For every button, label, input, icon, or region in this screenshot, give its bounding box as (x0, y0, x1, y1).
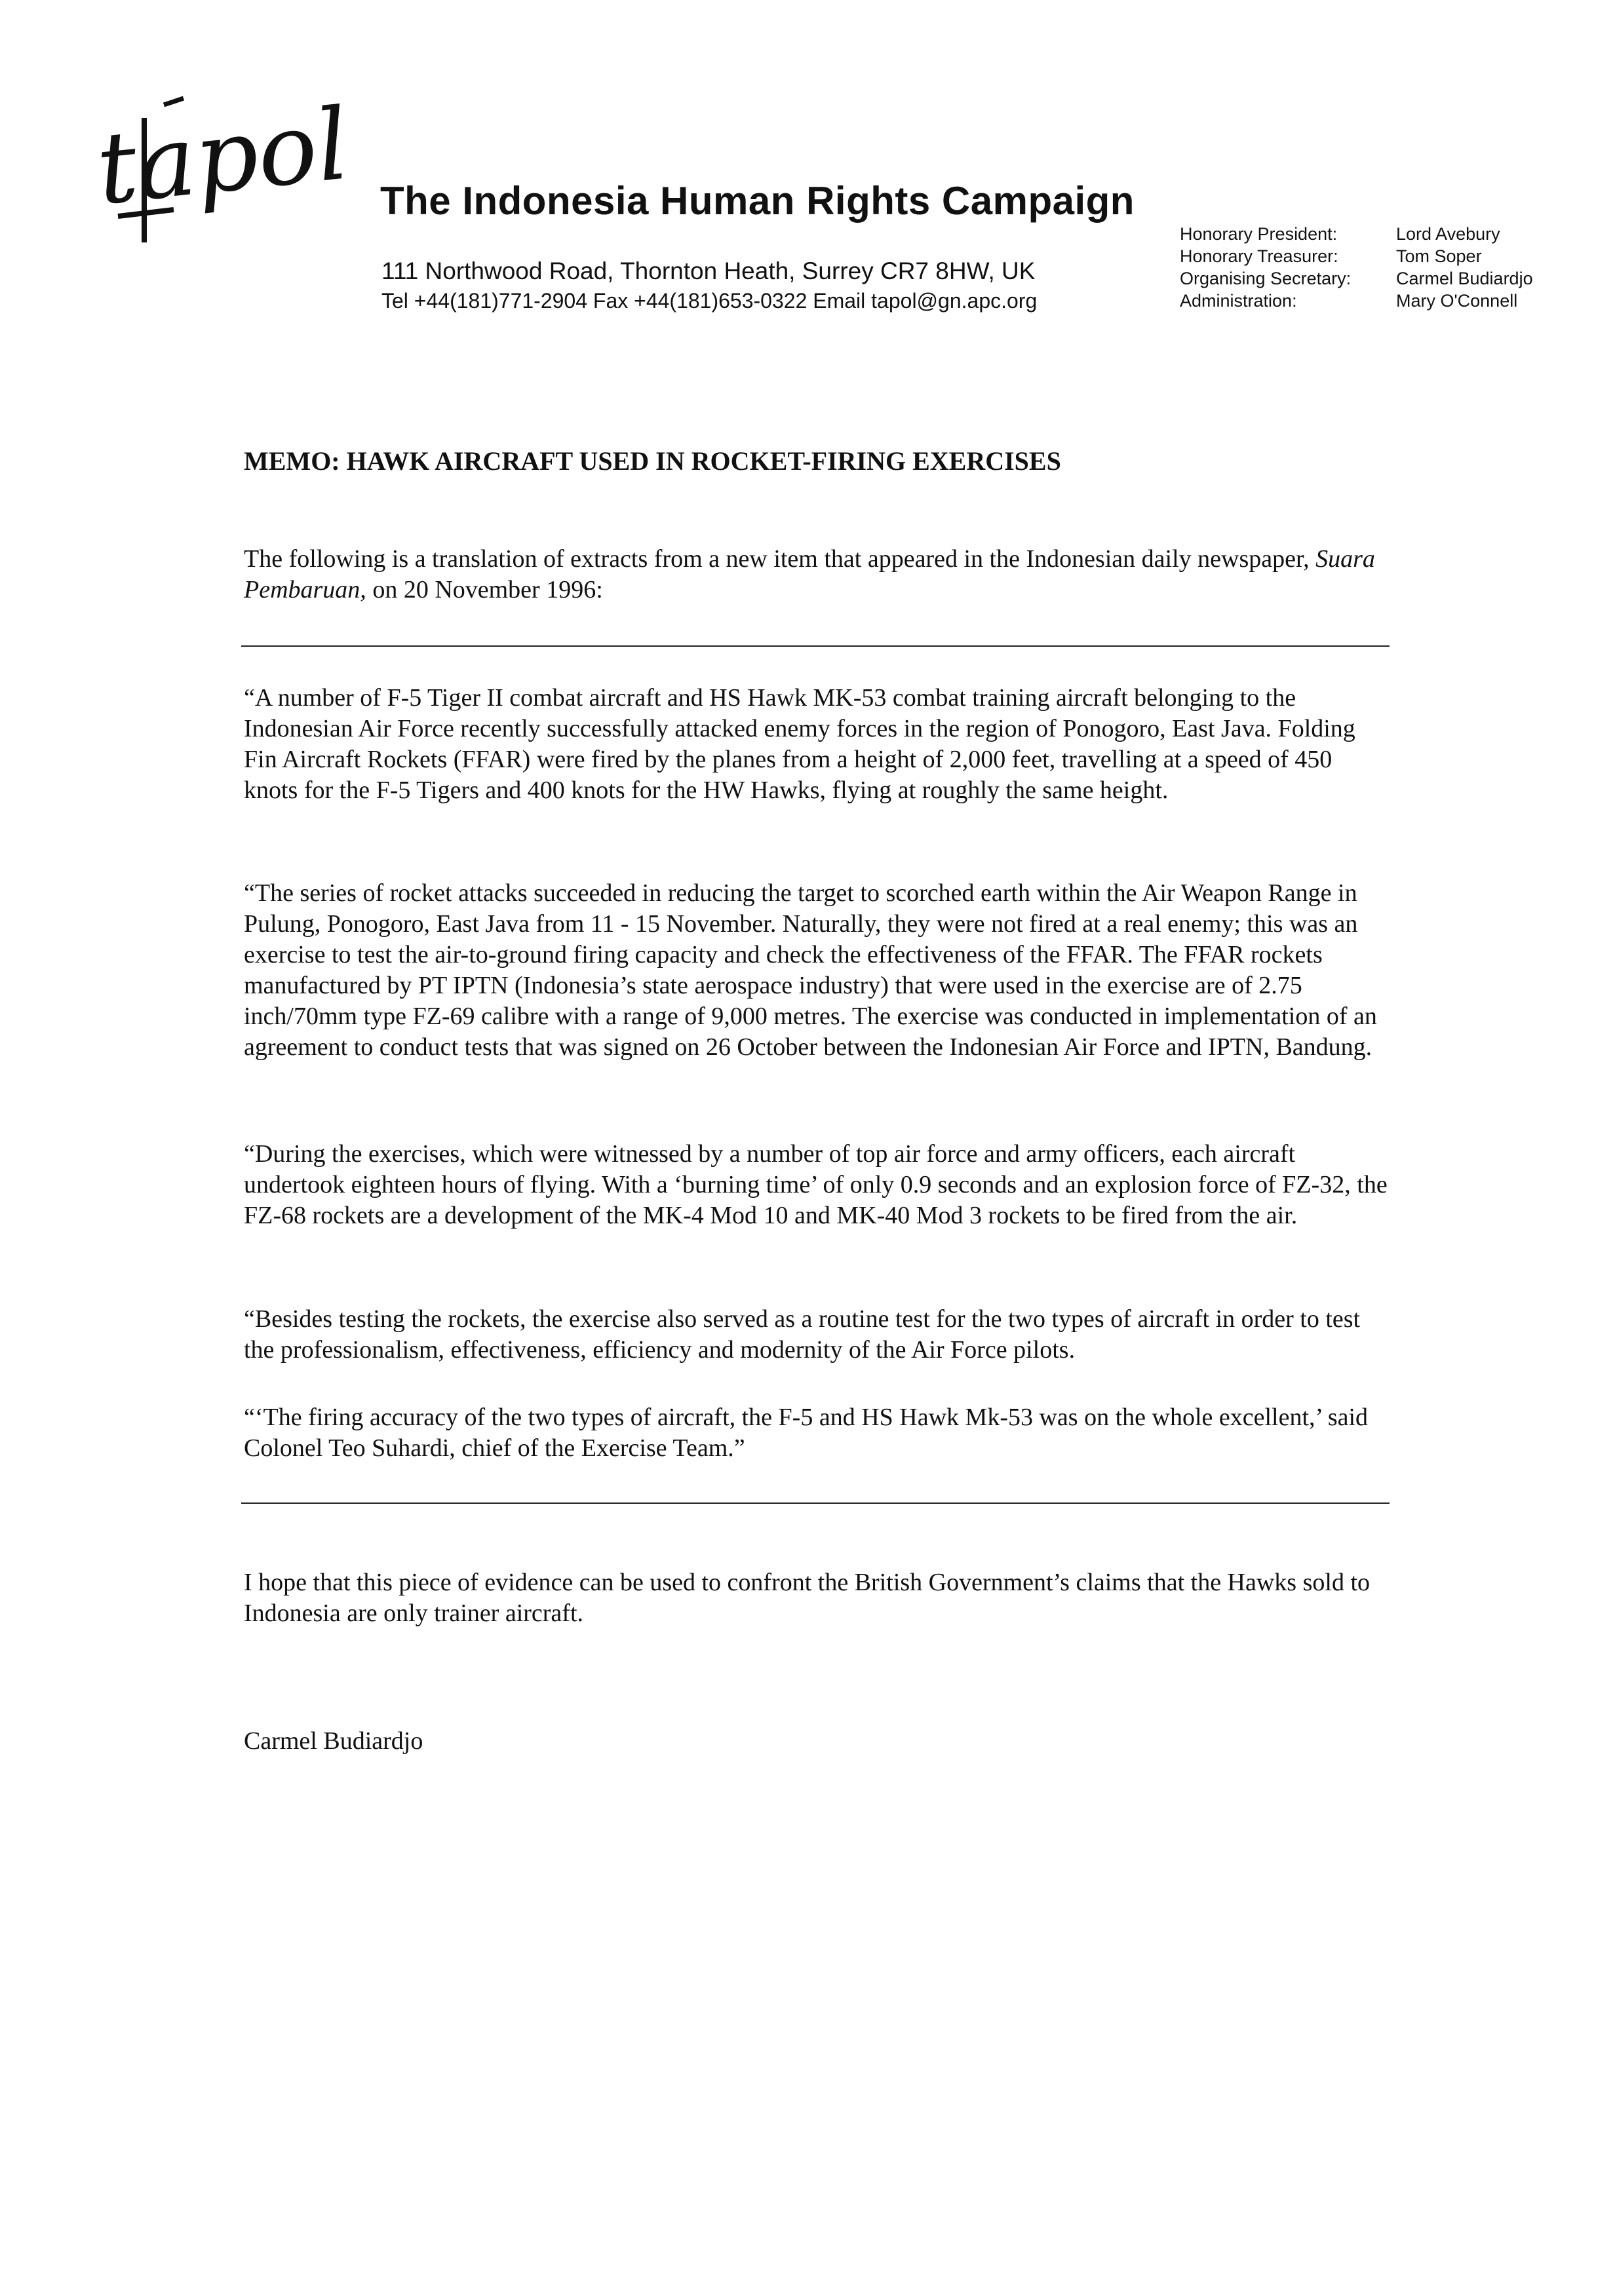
officer-row (1180, 290, 1566, 312)
officer-role: Honorary Treasurer: (1180, 246, 1338, 266)
organization-address: 111 Northwood Road, Thornton Heath, Surrey CR7 8HW, UK (381, 258, 1036, 284)
closing-paragraph: I hope that this piece of evidence can be used to confront the British Government’s claims that the Hawks sold to Indonesia are only trainer aircraft. (244, 1569, 1370, 1627)
signature: Carmel Budiardjo (244, 1727, 423, 1755)
intro-paragraph (244, 544, 1391, 605)
intro-text-after: on 20 November 1996: (366, 576, 603, 603)
quote-paragraph: “During the exercises, which were witnessed by a number of top air force and army officers, each aircraft undertook eighteen hours of flying. With a ‘burning time’ of only 0.9 seconds and an explosion force of FZ-32, the FZ-68 rockets are a development of the MK-4 Mod 10 and MK-40 Mod 3 rockets to be fired from the air. (244, 1140, 1388, 1229)
quote-paragraph: “‘The firing accuracy of the two types of aircraft, the F-5 and HS Hawk Mk-53 was on the whole excellent,’ said Colonel Teo Suhardi, chief of the Exercise Team.” (244, 1404, 1369, 1462)
logo-text: tapol (91, 87, 354, 227)
newspaper-name: Suara Pembaruan, (244, 545, 1375, 603)
officer-role: Administration: (1180, 291, 1297, 311)
organization-name: The Indonesia Human Rights Campaign (380, 179, 1135, 223)
divider-bottom (241, 1502, 1390, 1504)
officer-name: Lord Avebury (1396, 224, 1500, 244)
quote-paragraph: “Besides testing the rockets, the exercise also served as a routine test for the two types of aircraft in order to test the professionalism, effectiveness, efficiency and modernity of the Air Force pilots. (244, 1305, 1361, 1364)
officer-name: Tom Soper (1396, 246, 1482, 266)
tapol-logo (91, 79, 374, 256)
organization-contact: Tel +44(181)771-2904 Fax +44(181)653-0322 Email tapol@gn.apc.org (381, 289, 1038, 313)
memo-title: MEMO: HAWK AIRCRAFT USED IN ROCKET-FIRING EXERCISES (244, 446, 1061, 476)
officer-role: Organising Secretary: (1180, 269, 1352, 288)
officers-list (1180, 223, 1566, 312)
officer-row (1180, 267, 1566, 290)
divider-top (241, 645, 1390, 647)
officer-role: Honorary President: (1180, 224, 1338, 244)
tapol-logo-graphic (91, 79, 374, 256)
officer-row (1180, 245, 1566, 267)
quote-paragraph: “The series of rocket attacks succeeded in reducing the target to scorched earth within the Air Weapon Range in Pulung, Ponogoro, East Java from 11 - 15 November. Naturally, they were not fired at a real enemy; this was an exercise to test the air-to-ground firing capacity and check the effectiveness of the FFAR. The FFAR rockets manufactured by PT IPTN (Indonesia’s state aerospace industry) that were used in the exercise are of 2.75 inch/70mm type FZ-69 calibre with a range of 9,000 metres. The exercise was conducted in implementation of an agreement to conduct tests that was signed on 26 October between the Indonesian Air Force and IPTN, Bandung. (244, 879, 1377, 1061)
quote-paragraph: “A number of F-5 Tiger II combat aircraft and HS Hawk MK-53 combat training aircraft belonging to the Indonesian Air Force recently successfully attacked enemy forces in the region of Ponogoro, East Java. Folding Fin Aircraft Rockets (FFAR) were fired by the planes from a height of 2,000 feet, travelling at a speed of 450 knots for the F-5 Tigers and 400 knots for the HW Hawks, flying at roughly the same height. (244, 684, 1355, 804)
officer-name: Carmel Budiardjo (1396, 269, 1533, 288)
officer-row (1180, 223, 1566, 245)
intro-text-before: The following is a translation of extracts from a new item that appeared in the Indonesian daily newspaper, (244, 545, 1316, 573)
officer-name: Mary O'Connell (1396, 291, 1518, 311)
